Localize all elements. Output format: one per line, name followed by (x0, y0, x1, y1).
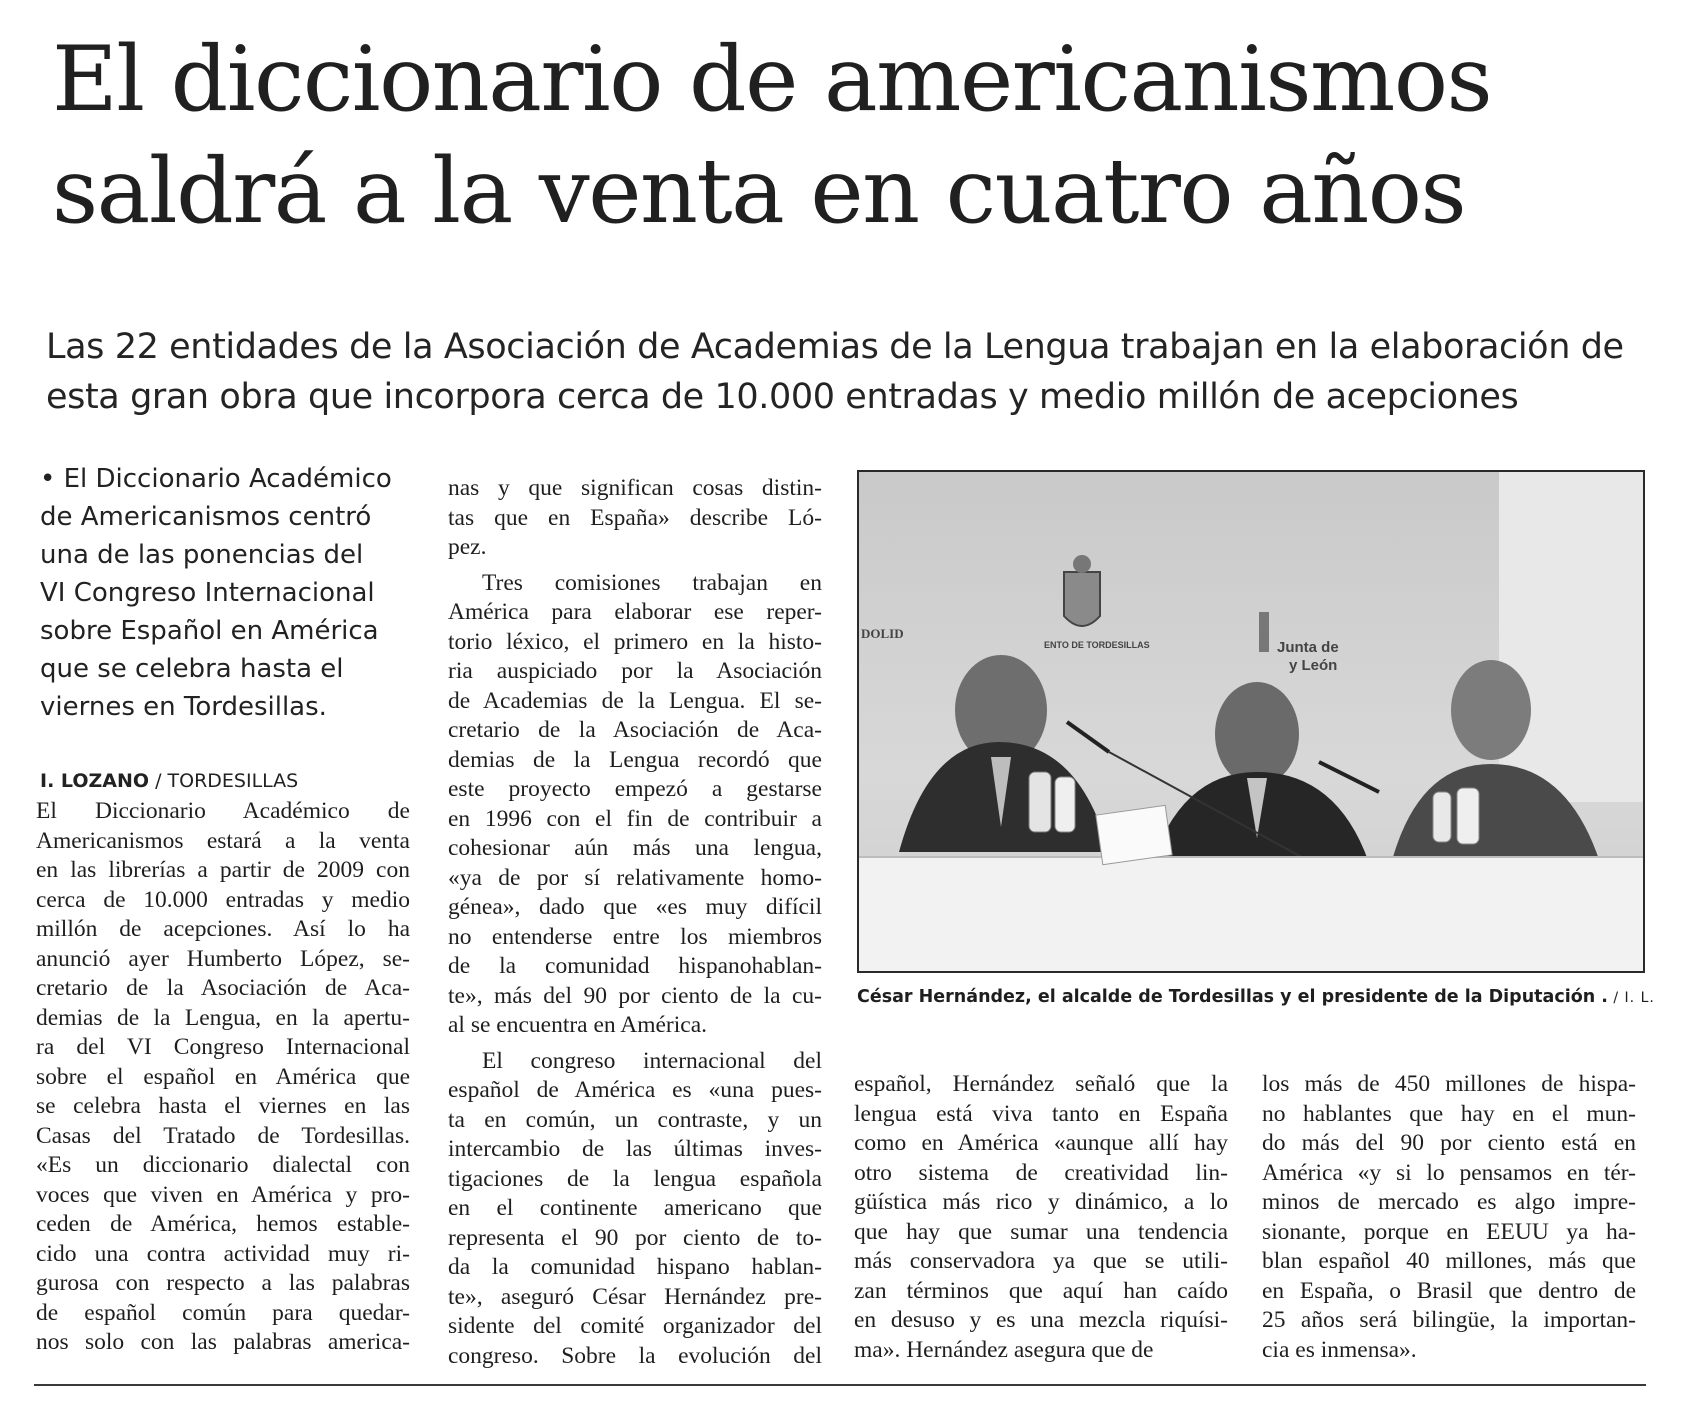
body-line: cerca de 10.000 entradas y medio (36, 886, 410, 913)
body-line: representa el 90 por ciento de to- (448, 1224, 822, 1251)
news-photo (857, 470, 1645, 973)
body-line: te», más del 90 por ciento de la cu- (448, 982, 822, 1009)
paragraph (1262, 1070, 1636, 1365)
banner-text-right-1: Junta de (1277, 639, 1339, 656)
body-line: este proyecto empezó a gestarse (448, 776, 822, 802)
subheadline-line-1: Las 22 entidades de la Asociación de Academias de la Lengua trabajan en la elaboración de (46, 327, 1624, 367)
body-line: torio léxico, el primero en la histo- (448, 628, 822, 655)
banner-text-right-2: y León (1289, 657, 1338, 674)
body-line: sobre el español en América que (36, 1063, 410, 1090)
photo-caption (857, 987, 1657, 1007)
body-line: sionante, porque en EEUU ya ha- (1262, 1218, 1636, 1245)
body-line: blan español 40 millones, más que (1262, 1248, 1636, 1274)
article-column-2 (448, 474, 822, 1371)
body-line: ma». Hernández asegura que de (854, 1336, 1154, 1363)
lead-summary (40, 460, 440, 726)
body-line: en España, o Brasil que dentro de (1262, 1277, 1636, 1304)
body-line: demias de la Lengua, en la apertu- (36, 1004, 410, 1031)
body-line: América para elaborar ese reper- (448, 599, 822, 625)
byline-author: I. LOZANO (40, 770, 150, 792)
body-line: minos de mercado es algo impre- (1262, 1189, 1636, 1215)
body-line: da la comunidad hispano hablan- (448, 1254, 822, 1280)
body-line: de la comunidad hispanohablan- (448, 953, 822, 979)
body-line: no entenderse entre los miembros (448, 923, 822, 950)
body-line: Americanismos estará a la venta (36, 827, 410, 854)
body-line: «Es un diccionario dialectal con (36, 1152, 410, 1178)
body-line: demias de la Lengua recordó que (448, 746, 822, 773)
body-line: «ya de por sí relativamente homo- (448, 864, 822, 891)
lead-line: sobre Español en América (40, 616, 379, 646)
article-column-3 (854, 1070, 1228, 1365)
body-line: tigaciones de la lengua española (448, 1165, 822, 1192)
lead-line: una de las ponencias del (40, 540, 364, 570)
caption-text: César Hernández, el alcalde de Tordesillas y el presidente de la Diputación . (857, 987, 1608, 1007)
caption-credit: / I. L. (1607, 990, 1655, 1006)
body-line: cia es inmensa». (1262, 1336, 1417, 1363)
body-line: congreso. Sobre la evolución del (448, 1342, 822, 1369)
banner-flag-mark (1259, 612, 1269, 652)
body-line: gurosa con respecto a las palabras (36, 1270, 410, 1296)
subheadline (46, 322, 1686, 422)
body-line: al se encuentra en América. (448, 1012, 708, 1038)
body-line: ra del VI Congreso Internacional (36, 1034, 410, 1060)
body-line: español de América es «una pues- (448, 1077, 822, 1103)
body-line: en desuso y es una mezcla riquísi- (854, 1307, 1228, 1333)
body-line: sidente del comité organizador del (448, 1313, 822, 1339)
body-line: en las librerías a partir de 2009 con (36, 857, 410, 883)
body-line: cido una contra actividad muy ri- (36, 1240, 410, 1267)
body-line: anunció ayer Humberto López, se- (36, 945, 410, 972)
lead-line: que se celebra hasta el (40, 654, 344, 684)
body-line: El Diccionario Académico de (36, 798, 410, 824)
paragraph (36, 797, 410, 1358)
body-line: lengua está viva tanto en España (854, 1100, 1228, 1127)
body-line: zan términos que aquí han caído (854, 1277, 1228, 1304)
body-line: otro sistema de creatividad lin- (854, 1159, 1228, 1186)
lead-line: VI Congreso Internacional (40, 578, 375, 608)
body-line: de español común para quedar- (36, 1299, 410, 1326)
body-line: como en América «aunque allí hay (854, 1130, 1228, 1156)
press-conference-photo (859, 472, 1643, 971)
bottom-rule (34, 1384, 1646, 1386)
article-column-1 (36, 797, 410, 1358)
byline-separator: / (149, 770, 168, 792)
subheadline-line-2: esta gran obra que incorpora cerca de 10.000 entradas y medio millón de acepciones (46, 377, 1519, 417)
body-line: El congreso internacional del (482, 1047, 822, 1074)
body-line: los más de 450 millones de hispa- (1262, 1071, 1636, 1097)
body-line: millón de acepciones. Así lo ha (36, 916, 410, 942)
body-line: Casas del Tratado de Tordesillas. (36, 1122, 410, 1149)
paragraph (448, 1047, 822, 1372)
body-line: intercambio de las últimas inves- (448, 1136, 822, 1162)
headline-line-1: El diccionario de americanismos (52, 27, 1492, 132)
body-line: que hay que sumar una tendencia (854, 1218, 1228, 1245)
body-line: se celebra hasta el viernes en las (36, 1093, 410, 1119)
table-cloth (859, 857, 1643, 971)
lead-line: viernes en Tordesillas. (40, 692, 327, 722)
body-line: América «y si lo pensamos en tér- (1262, 1159, 1636, 1186)
banner-text-center: ENTO DE TORDESILLAS (1044, 640, 1150, 650)
body-line: ria auspiciado por la Asociación (448, 658, 822, 684)
body-line: cohesionar aún más una lengua, (448, 835, 822, 861)
body-line: en 1996 con el fin de contribuir a (448, 805, 822, 832)
body-line: cretario de la Asociación de Aca- (36, 975, 410, 1001)
paper-sheet (1096, 805, 1172, 864)
body-line: cretario de la Asociación de Aca- (448, 717, 822, 743)
body-line: 25 años será bilingüe, la importan- (1262, 1307, 1636, 1333)
lead-line: de Americanismos centró (40, 502, 372, 532)
paragraph (448, 569, 822, 1041)
body-line: ta en común, un contraste, y un (448, 1106, 822, 1133)
byline (40, 770, 298, 792)
article-column-4 (1262, 1070, 1636, 1365)
body-line: Tres comisiones trabajan en (482, 569, 822, 596)
body-line: español, Hernández señaló que la (854, 1071, 1228, 1097)
body-line: ceden de América, hemos estable- (36, 1211, 410, 1237)
body-line: de Academias de la Lengua. El se- (448, 687, 822, 714)
paragraph (854, 1070, 1228, 1365)
body-line: güística más rico y dinámico, a lo (854, 1189, 1228, 1215)
headline-line-2: saldrá a la venta en cuatro años (52, 139, 1466, 244)
body-line: génea», dado que «es muy difícil (448, 894, 822, 920)
body-line: en el continente americano que (448, 1195, 822, 1221)
body-line: no hablantes que hay en el mun- (1262, 1100, 1636, 1127)
photo-window-light (1499, 472, 1643, 802)
body-line: nas y que significan cosas distin- (448, 475, 822, 501)
banner-text-left: DOLID (861, 626, 904, 641)
body-line: pez. (448, 534, 487, 560)
body-line: nos solo con las palabras america- (36, 1329, 410, 1355)
body-line: más conservadora ya que se utili- (854, 1248, 1228, 1274)
body-line: tas que en España» describe Ló- (448, 504, 822, 531)
paragraph (448, 474, 822, 563)
byline-place: TORDESILLAS (167, 770, 299, 792)
headline (52, 24, 1672, 248)
body-line: te», aseguró César Hernández pre- (448, 1283, 822, 1310)
body-line: voces que viven en América y pro- (36, 1181, 410, 1208)
body-line: do más del 90 por ciento está en (1262, 1130, 1636, 1156)
lead-line: • El Diccionario Académico (40, 464, 392, 494)
